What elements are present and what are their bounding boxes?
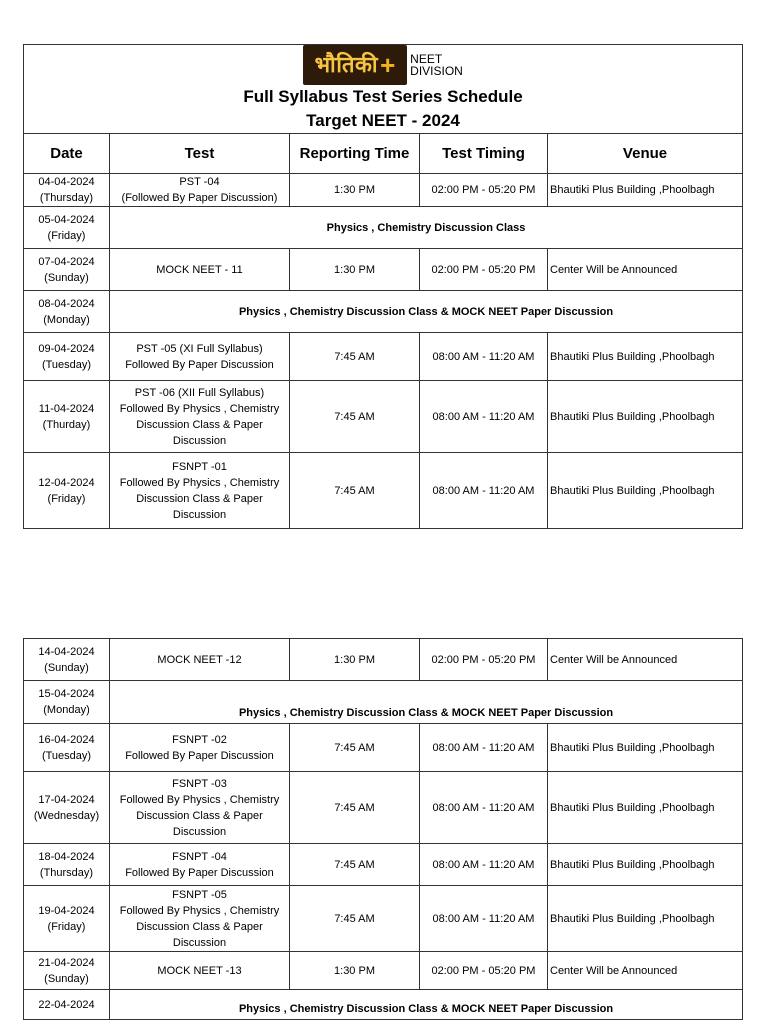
cell-venue: Bhautiki Plus Building ,Phoolbagh [548, 174, 743, 207]
cell-venue: Bhautiki Plus Building ,Phoolbagh [548, 724, 743, 772]
cell-reporting: 7:45 AM [290, 453, 420, 529]
cell-reporting: 1:30 PM [290, 952, 420, 990]
cell-date: 08-04-2024 (Monday) [24, 291, 110, 333]
schedule-table-1 [23, 44, 743, 529]
cell-test: PST -04 (Followed By Paper Discussion) [110, 174, 290, 207]
cell-timing: 08:00 AM - 11:20 AM [420, 844, 548, 886]
schedule-body-1 [24, 174, 743, 529]
cell-venue: Center Will be Announced [548, 249, 743, 291]
cell-timing: 08:00 AM - 11:20 AM [420, 772, 548, 844]
page-title: Full Syllabus Test Series Schedule [243, 87, 523, 106]
table-row [24, 772, 743, 844]
cell-date: 19-04-2024 (Friday) [24, 886, 110, 952]
cell-test: FSNPT -03 Followed By Physics , Chemistry Discussion Class & Paper Discussion [110, 772, 290, 844]
cell-test: MOCK NEET - 11 [110, 249, 290, 291]
table-row [24, 724, 743, 772]
cell-timing: 02:00 PM - 05:20 PM [420, 174, 548, 207]
cell-test: MOCK NEET -13 [110, 952, 290, 990]
cell-reporting: 1:30 PM [290, 249, 420, 291]
cell-date: 18-04-2024 (Thursday) [24, 844, 110, 886]
cell-discussion: Physics , Chemistry Discussion Class & MOCK NEET Paper Discussion [110, 291, 743, 333]
cell-timing: 08:00 AM - 11:20 AM [420, 333, 548, 381]
cell-date: 22-04-2024 [24, 990, 110, 1020]
cell-discussion: Physics , Chemistry Discussion Class & MOCK NEET Paper Discussion [110, 681, 743, 724]
cell-reporting: 1:30 PM [290, 174, 420, 207]
cell-test: FSNPT -01 Followed By Physics , Chemistry Discussion Class & Paper Discussion [110, 453, 290, 529]
cell-reporting: 7:45 AM [290, 886, 420, 952]
cell-date: 17-04-2024 (Wednesday) [24, 772, 110, 844]
schedule-table-2 [23, 638, 743, 1020]
column-header-reporting: Reporting Time [290, 134, 420, 174]
cell-test: MOCK NEET -12 [110, 639, 290, 681]
cell-venue: Bhautiki Plus Building ,Phoolbagh [548, 381, 743, 453]
cell-venue: Bhautiki Plus Building ,Phoolbagh [548, 772, 743, 844]
cell-reporting: 7:45 AM [290, 724, 420, 772]
cell-test: PST -05 (XI Full Syllabus) Followed By Paper Discussion [110, 333, 290, 381]
cell-date: 14-04-2024 (Sunday) [24, 639, 110, 681]
column-header-timing: Test Timing [420, 134, 548, 174]
cell-venue: Center Will be Announced [548, 952, 743, 990]
cell-date: 21-04-2024 (Sunday) [24, 952, 110, 990]
cell-timing: 02:00 PM - 05:20 PM [420, 249, 548, 291]
logo-line-2: DIVISION [410, 64, 463, 78]
column-header-venue: Venue [548, 134, 743, 174]
page-subtitle: Target NEET - 2024 [306, 111, 460, 130]
cell-date: 09-04-2024 (Tuesday) [24, 333, 110, 381]
cell-discussion: Physics , Chemistry Discussion Class [110, 207, 743, 249]
cell-test: FSNPT -02 Followed By Paper Discussion [110, 724, 290, 772]
cell-timing: 08:00 AM - 11:20 AM [420, 453, 548, 529]
table-row [24, 886, 743, 952]
table-row [24, 333, 743, 381]
table-row [24, 639, 743, 681]
cell-timing: 08:00 AM - 11:20 AM [420, 886, 548, 952]
cell-date: 07-04-2024 (Sunday) [24, 249, 110, 291]
cell-timing: 02:00 PM - 05:20 PM [420, 639, 548, 681]
cell-date: 12-04-2024 (Friday) [24, 453, 110, 529]
table-row [24, 952, 743, 990]
cell-reporting: 7:45 AM [290, 772, 420, 844]
cell-date: 05-04-2024 (Friday) [24, 207, 110, 249]
table-row [24, 207, 743, 249]
cell-reporting: 7:45 AM [290, 333, 420, 381]
cell-venue: Bhautiki Plus Building ,Phoolbagh [548, 844, 743, 886]
cell-date: 15-04-2024 (Monday) [24, 681, 110, 724]
cell-test: PST -06 (XII Full Syllabus) Followed By Physics , Chemistry Discussion Class & Paper Discussion [110, 381, 290, 453]
logo-badge [303, 45, 407, 85]
table-row [24, 990, 743, 1020]
cell-timing: 08:00 AM - 11:20 AM [420, 381, 548, 453]
schedule-header [24, 45, 743, 134]
cell-date: 04-04-2024 (Thursday) [24, 174, 110, 207]
cell-venue: Bhautiki Plus Building ,Phoolbagh [548, 453, 743, 529]
brand-logo [24, 45, 742, 85]
cell-test: FSNPT -04 Followed By Paper Discussion [110, 844, 290, 886]
column-header-date: Date [24, 134, 110, 174]
column-header-row [24, 134, 743, 174]
logo-text: भौतिकी [314, 52, 379, 77]
cell-date: 11-04-2024 (Thurday) [24, 381, 110, 453]
cell-reporting: 7:45 AM [290, 844, 420, 886]
table-row [24, 681, 743, 724]
cell-reporting: 1:30 PM [290, 639, 420, 681]
cell-reporting: 7:45 AM [290, 381, 420, 453]
table-row [24, 381, 743, 453]
column-header-test: Test [110, 134, 290, 174]
cell-date: 16-04-2024 (Tuesday) [24, 724, 110, 772]
cell-venue: Center Will be Announced [548, 639, 743, 681]
cell-discussion: Physics , Chemistry Discussion Class & MOCK NEET Paper Discussion [110, 990, 743, 1020]
logo-line-1: NEET [410, 52, 443, 66]
cell-timing: 08:00 AM - 11:20 AM [420, 724, 548, 772]
table-row [24, 453, 743, 529]
cell-venue: Bhautiki Plus Building ,Phoolbagh [548, 886, 743, 952]
logo-side-text [410, 53, 463, 77]
logo-plus-icon: + [380, 50, 396, 80]
cell-test: FSNPT -05 Followed By Physics , Chemistry Discussion Class & Paper Discussion [110, 886, 290, 952]
cell-timing: 02:00 PM - 05:20 PM [420, 952, 548, 990]
table-row [24, 844, 743, 886]
table-row [24, 291, 743, 333]
cell-venue: Bhautiki Plus Building ,Phoolbagh [548, 333, 743, 381]
schedule-body-2 [24, 639, 743, 1020]
table-row [24, 249, 743, 291]
table-row [24, 174, 743, 207]
